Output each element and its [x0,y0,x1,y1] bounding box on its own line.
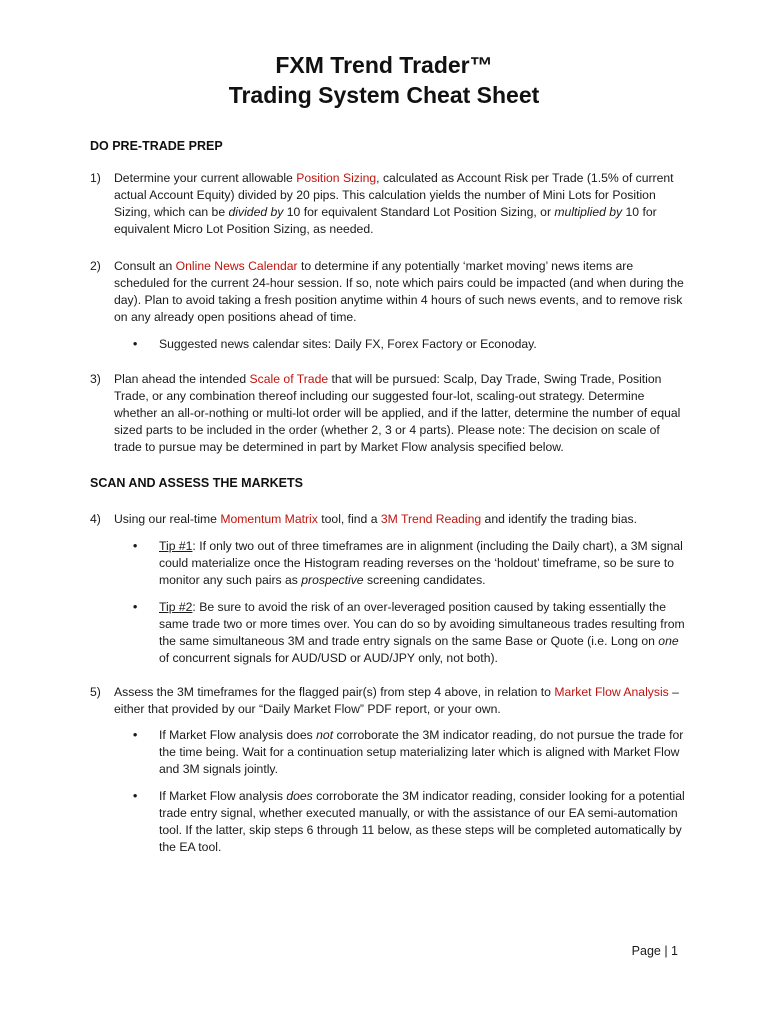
page-number: Page | 1 [631,944,678,958]
highlight-momentum-matrix: Momentum Matrix [220,512,318,526]
bullet-news-sites: • Suggested news calendar sites: Daily FX, Forex Factory or Econoday. [133,337,537,351]
bullet-does-corroborate: • If Market Flow analysis does corroborate the 3M indicator reading, consider looking for a potential trade entry signal, whether executed manually, or with the assistance of our EA semi-automation tool. If the latter, skip steps 6 through 11 below, as these steps will be completed automatically by the EA tool. [133,789,685,854]
item-number: 4) [90,512,101,526]
highlight-3m-trend-reading: 3M Trend Reading [380,512,482,526]
section-heading-scan: SCAN AND ASSESS THE MARKETS [90,476,303,490]
bullet-icon: • [133,539,138,553]
bullet-tip-2: • Tip #2: Be sure to avoid the risk of an over-leveraged position caused by taking essentially the same trade two or more times over. You can do so by avoiding simultaneous trades resulting from the same simultaneous 3M and trade entry signals on the same Base or Quote (i.e. Long on one of concurrent signals for AUD/USD or AUD/JPY only, not both). [133,600,685,665]
item-number: 1) [90,171,101,185]
highlight-position-sizing: Position Sizing [296,171,377,185]
bullet-not-corroborate: • If Market Flow analysis does not corroborate the 3M indicator reading, do not pursue the trade for the time being. Wait for a continuation setup materializing later which is aligned with Market Flow and 3M signals jointly. [133,728,684,776]
list-item-1: 1) Determine your current allowable Position Sizing, calculated as Account Risk per Trade (1.5% of current actual Account Equity) divided by 20 pips. This calculation yields the number of Mini Lots for Position Sizing, which can be divided by 10 for equivalent Standard Lot Position Sizing, or multiplied by 10 for equivalent Micro Lot Position Sizing, as needed. [90,171,674,236]
list-item-4: 4) Using our real-time Momentum Matrix tool, find a 3M Trend Reading and identify the trading bias. [90,512,638,526]
list-item-5: 5) Assess the 3M timeframes for the flagged pair(s) from step 4 above, in relation to Market Flow Analysis – either that provided by our “Daily Market Flow” PDF report, or your own. [90,685,679,716]
item-number: 5) [90,685,101,699]
bullet-icon: • [133,789,138,803]
bullet-tip-1: • Tip #1: If only two out of three timeframes are in alignment (including the Daily chart), a 3M signal could materialize once the Histogram reading reverses on the ‘holdout’ timeframe, so be sure to monitor any such pairs as prospective screening candidates. [133,539,683,587]
list-item-3: 3) Plan ahead the intended Scale of Trade that will be pursued: Scalp, Day Trade, Swing Trade, Position Trade, or any combination thereof including our suggested four-lot, scaling-out strategy. Determine whether an all-or-nothing or multi-lot order will be applied, and if the latter, determine the number of equal sized parts to be included in the order (whether 2, 3 or 4 parts). Please note: The decision on scale of trade to pursue may be determined in part by Market Flow analysis specified below. [90,372,681,454]
document-title-line1: FXM Trend Trader™ [275,52,493,78]
highlight-scale-of-trade: Scale of Trade [249,372,329,386]
item-number: 3) [90,372,101,386]
bullet-icon: • [133,600,138,614]
list-item-2: 2) Consult an Online News Calendar to determine if any potentially ‘market moving’ news items are scheduled for the current 24-hour session. If so, note which pairs could be impacted (and when during the day). Plan to avoid taking a fresh position anytime within 4 hours of such news events, and to remove risk on any already open positions ahead of time. [90,259,684,324]
highlight-market-flow-analysis: Market Flow Analysis [554,685,669,699]
bullet-icon: • [133,728,138,742]
item-number: 2) [90,259,101,273]
tip-label: Tip #1 [159,539,193,553]
tip-label: Tip #2 [159,600,193,614]
section-heading-pretrade: DO PRE-TRADE PREP [90,139,223,153]
bullet-icon: • [133,337,138,351]
highlight-online-news-calendar: Online News Calendar [175,259,298,273]
document-title-line2: Trading System Cheat Sheet [228,82,540,108]
